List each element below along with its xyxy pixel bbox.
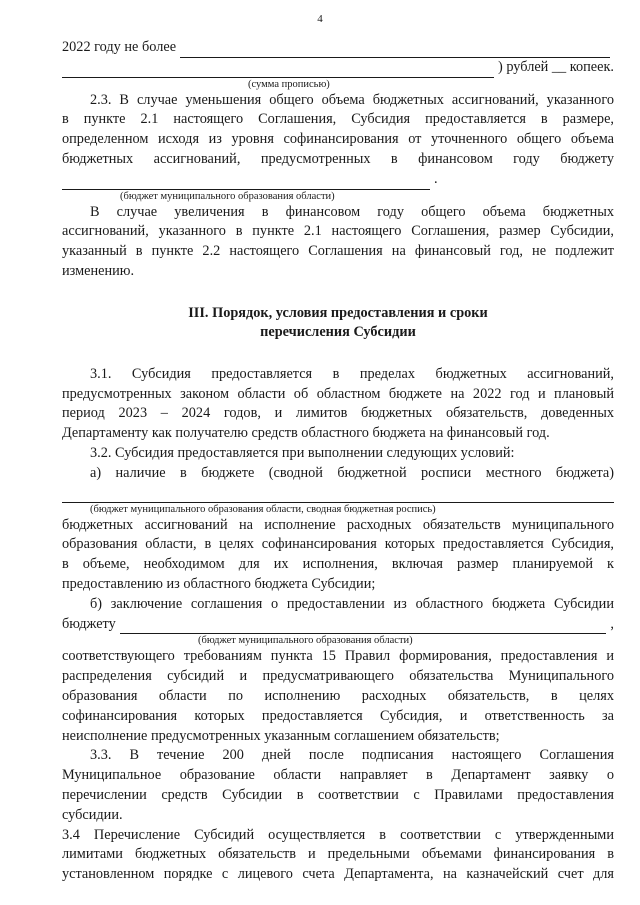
p31-line: предусмотренных законом области об областном бюджете на 2022 год и плановый xyxy=(62,385,614,402)
amount-suffix: ) рублей __ копеек. xyxy=(498,58,614,75)
p23-blank xyxy=(62,175,430,190)
amount-blank-2 xyxy=(62,63,494,78)
p32-b-blank xyxy=(120,619,607,634)
p32-b-line: неисполнение предусмотренных указанным соглашением обязательств; xyxy=(62,727,500,744)
p32-b: б) заключение соглашения о предоставлении из областного бюджета Субсидии xyxy=(90,595,614,612)
p32-a-blank xyxy=(62,488,614,503)
p31-line: 3.1. Субсидия предоставляется в пределах бюджетных ассигнований, xyxy=(90,365,614,382)
p32-a: а) наличие в бюджете (сводной бюджетной росписи местного бюджета) xyxy=(90,464,614,481)
p23-line: бюджетных ассигнований, предусмотренных в финансовом году бюджету xyxy=(62,150,614,167)
caption-amount: (сумма прописью) xyxy=(248,78,330,90)
p32-a-line: в объеме, необходимом для их исполнения, включая размер планируемой к xyxy=(62,556,614,573)
p33-line: субсидии. xyxy=(62,806,123,823)
p32-b-end: , xyxy=(610,615,614,632)
amount-line-2 xyxy=(62,58,614,78)
caption-budget-1: (бюджет муниципального образования области) xyxy=(120,190,335,202)
page-number: 4 xyxy=(317,13,323,25)
p23-end: . xyxy=(434,170,438,187)
p23b-line: изменению. xyxy=(62,262,135,279)
document-body xyxy=(62,38,614,885)
p32-a-fill-line xyxy=(62,484,614,503)
section-3-title: III. Порядок, условия предоставления и сроки xyxy=(188,304,488,321)
p23-line: в пункте 2.1 настоящего Соглашения, Субсидия предоставляется в размере, xyxy=(62,111,614,128)
p31-line: период 2023 – 2024 годов, и лимитов бюджетных обязательств, доведенных xyxy=(62,405,614,422)
p32-intro: 3.2. Субсидия предоставляется при выполнении следующих условий: xyxy=(90,444,515,461)
p23-line: определенном исходя из уровня софинансирования от уточненного общего объема xyxy=(62,131,614,148)
p32-b-fill-line xyxy=(62,615,614,635)
section-3-title-cont: перечисления Субсидии xyxy=(260,324,416,341)
p23b-line: указанный в пункте 2.2 настоящего Соглашения на финансовый год, не подлежит xyxy=(62,243,614,260)
p32-b-prefix: бюджету xyxy=(62,615,116,632)
p32-b-line: распределения субсидий и предусматривающего обязательства Муниципального xyxy=(62,668,614,685)
p34-line: лимитами бюджетных обязательств и предельными объемами финансирования в xyxy=(62,846,614,863)
p23-line: 2.3. В случае уменьшения общего объема бюджетных ассигнований, указанного xyxy=(90,91,614,108)
p33-line: Муниципальное образование области направляет в Департамент заявку о xyxy=(62,767,614,784)
p32-b-line: образования области по исполнению расходных обязательств, в целях xyxy=(62,687,614,704)
p31-line: Департаменту как получателю средств областного бюджета на финансовый год. xyxy=(62,425,550,442)
p32-a-line: образования области, в целях софинансирования которых предоставляется Субсидия, xyxy=(62,536,614,553)
p33-line: перечислении средств Субсидии в соответствии с Правилами предоставления xyxy=(62,786,614,803)
p32-a-line: бюджетных ассигнований на исполнение расходных обязательств муниципального xyxy=(62,516,614,533)
p34-line: 3.4 Перечисление Субсидий осуществляется в соответствии с утвержденными xyxy=(62,826,614,843)
p34-line: установленном порядке с лицевого счета Департамента, на казначейский счет для xyxy=(62,866,614,883)
p23-fill-line xyxy=(62,170,614,190)
p32-b-line: соответствующего требованиям пункта 15 Правил формирования, предоставления и xyxy=(62,648,614,665)
p32-a-line: предоставлению из областного бюджета Субсидии; xyxy=(62,575,376,592)
amount-prefix: 2022 году не более xyxy=(62,39,177,55)
caption-budget-list: (бюджет муниципального образования области, сводная бюджетная роспись) xyxy=(90,503,436,515)
p23b-line: ассигнований, указанного в пункте 2.1 настоящего Соглашения, размер Субсидии, xyxy=(62,223,614,240)
p23b-line: В случае увеличения в финансовом году общего объема бюджетных xyxy=(90,203,614,220)
p32-b-line: софинансирования которых предоставляется Субсидия, и ответственность за xyxy=(62,707,614,724)
caption-budget-2: (бюджет муниципального образования области) xyxy=(198,635,413,647)
amount-blank-1 xyxy=(180,43,610,58)
p33-line: 3.3. В течение 200 дней после подписания настоящего Соглашения xyxy=(90,747,614,764)
amount-line-1 xyxy=(62,38,614,58)
